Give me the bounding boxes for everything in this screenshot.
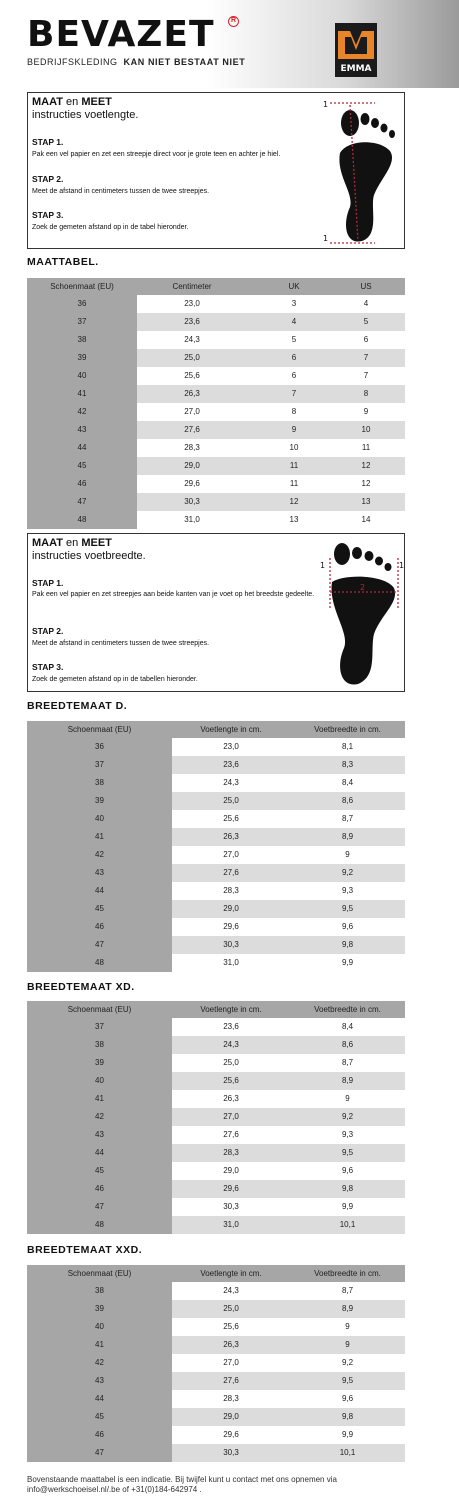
value-cell: 9,6 — [341, 1394, 354, 1403]
table-row — [27, 367, 405, 385]
size-cell: 40 — [95, 1076, 104, 1085]
value-cell: 27,0 — [223, 850, 239, 859]
size-cell: 38 — [95, 1286, 104, 1295]
value-cell: 24,3 — [184, 335, 200, 344]
size-cell: 47 — [95, 1448, 104, 1457]
value-cell: 30,3 — [223, 1202, 239, 1211]
breed-xxd-table — [27, 1265, 405, 1463]
value-cell: 23,0 — [184, 299, 200, 308]
foot-width-icon — [318, 538, 404, 690]
size-cell: 45 — [95, 1166, 104, 1175]
footer-note: Bovenstaande maattabel is een indicatie. Bij twijfel kunt u contact met ons opnemen via info@werkschoeisel.nl/.be of +31(0)184-642974 . — [27, 1475, 337, 1494]
value-cell: 28,3 — [223, 1148, 239, 1157]
value-cell: 9,5 — [341, 904, 354, 913]
length-step2-head: STAP 2. — [32, 174, 64, 184]
size-cell: 38 — [95, 778, 104, 787]
table-row — [27, 295, 405, 313]
value-cell: 11 — [289, 461, 299, 470]
value-cell: 9,9 — [341, 1202, 354, 1211]
header-cell: Schoenmaat (EU) — [67, 725, 132, 734]
table-row — [27, 331, 405, 349]
table-row — [27, 774, 405, 792]
table-row — [27, 1318, 405, 1336]
emma-text: EMMA — [340, 64, 372, 74]
value-cell: 8,7 — [341, 1286, 354, 1295]
table-row — [27, 882, 405, 900]
size-cell: 47 — [77, 497, 87, 506]
table-row — [27, 313, 405, 331]
value-cell: 9,6 — [341, 922, 354, 931]
size-cell: 39 — [95, 796, 104, 805]
value-cell: 9,3 — [341, 886, 354, 895]
maattabel-title: MAATTABEL. — [27, 256, 99, 268]
value-cell: 25,6 — [223, 814, 239, 823]
value-cell: 28,3 — [223, 886, 239, 895]
table-row — [27, 1126, 405, 1144]
width-mark-right: 1 — [399, 561, 404, 570]
table-row — [27, 1282, 405, 1300]
size-cell: 45 — [95, 904, 104, 913]
tagline-part-a: BEDRIJFSKLEDING — [27, 57, 118, 67]
width-subtitle: instructies voetbreedte. — [32, 550, 146, 562]
table-row — [27, 1018, 405, 1036]
value-cell: 23,6 — [223, 760, 239, 769]
table-row — [27, 1162, 405, 1180]
value-cell: 26,3 — [223, 1340, 239, 1349]
header-cell: Voetlengte in cm. — [200, 725, 262, 734]
value-cell: 25,6 — [223, 1322, 239, 1331]
value-cell: 29,6 — [184, 479, 200, 488]
table-row — [27, 493, 405, 511]
value-cell: 27,0 — [223, 1358, 239, 1367]
table-row — [27, 1108, 405, 1126]
size-cell: 37 — [95, 1022, 104, 1031]
value-cell: 26,3 — [223, 1094, 239, 1103]
value-cell: 14 — [361, 515, 371, 524]
value-cell: 27,0 — [184, 407, 200, 416]
value-cell: 9,8 — [341, 1412, 354, 1421]
value-cell: 9,3 — [341, 1130, 354, 1139]
value-cell: 8,6 — [341, 1040, 354, 1049]
table-row — [27, 936, 405, 954]
size-cell: 46 — [77, 479, 87, 488]
length-mark-bottom: 1 — [323, 234, 329, 243]
table-row — [27, 1372, 405, 1390]
size-cell: 44 — [95, 1394, 104, 1403]
maattabel-table — [27, 278, 405, 527]
value-cell: 31,0 — [223, 958, 239, 967]
value-cell: 27,6 — [223, 1376, 239, 1385]
value-cell: 4 — [291, 317, 297, 326]
value-cell: 30,3 — [223, 1448, 239, 1457]
header-cell: Voetlengte in cm. — [200, 1005, 262, 1014]
size-cell: 47 — [95, 1202, 104, 1211]
size-cell: 46 — [95, 1430, 104, 1439]
header-cell: Voetbreedte in cm. — [314, 1269, 381, 1278]
value-cell: 9,2 — [341, 868, 354, 877]
width-step3-head: STAP 3. — [32, 662, 64, 672]
table-row — [27, 1390, 405, 1408]
table-row — [27, 349, 405, 367]
value-cell: 8,3 — [341, 760, 354, 769]
table-row — [27, 900, 405, 918]
value-cell: 30,3 — [223, 940, 239, 949]
table-row — [27, 1300, 405, 1318]
size-cell: 42 — [77, 407, 87, 416]
table-row — [27, 954, 405, 972]
value-cell: 31,0 — [184, 515, 200, 524]
size-cell: 43 — [95, 1376, 104, 1385]
size-cell: 46 — [95, 922, 104, 931]
table-header — [27, 1265, 405, 1282]
table-row — [27, 511, 405, 529]
size-cell: 39 — [95, 1304, 104, 1313]
table-row — [27, 1072, 405, 1090]
size-cell: 47 — [95, 940, 104, 949]
value-cell: 13 — [361, 497, 371, 506]
table-row — [27, 457, 405, 475]
tagline — [27, 57, 245, 67]
size-cell: 39 — [77, 353, 87, 362]
breed-xxd-title: BREEDTEMAAT XXD. — [27, 1244, 143, 1256]
value-cell: 25,6 — [184, 371, 200, 380]
size-cell: 43 — [95, 868, 104, 877]
value-cell: 9,5 — [341, 1148, 354, 1157]
table-row — [27, 1426, 405, 1444]
size-cell: 45 — [95, 1412, 104, 1421]
value-cell: 29,0 — [223, 1166, 239, 1175]
width-mark-mid: 2 — [360, 583, 366, 592]
breed-d-table — [27, 721, 405, 971]
table-row — [27, 475, 405, 493]
value-cell: 6 — [291, 371, 297, 380]
value-cell: 25,0 — [223, 1304, 239, 1313]
value-cell: 9 — [345, 850, 350, 859]
page-header — [0, 0, 459, 88]
value-cell: 8,7 — [341, 1058, 354, 1067]
table-row — [27, 1336, 405, 1354]
table-row — [27, 421, 405, 439]
value-cell: 12 — [361, 479, 371, 488]
value-cell: 29,0 — [184, 461, 200, 470]
value-cell: 9,8 — [341, 940, 354, 949]
value-cell: 10,1 — [339, 1220, 356, 1229]
value-cell: 25,0 — [223, 1058, 239, 1067]
value-cell: 8,1 — [341, 742, 354, 751]
width-instructions — [27, 533, 405, 692]
registered-mark: R — [228, 16, 239, 27]
header-cell: Centimeter — [172, 282, 212, 291]
value-cell: 23,6 — [223, 1022, 239, 1031]
value-cell: 10 — [289, 443, 299, 452]
value-cell: 29,6 — [223, 1430, 239, 1439]
value-cell: 28,3 — [184, 443, 200, 452]
tagline-part-b: KAN NIET BESTAAT NIET — [123, 57, 246, 67]
value-cell: 9 — [345, 1340, 350, 1349]
value-cell: 6 — [291, 353, 297, 362]
emma-logo-icon — [335, 23, 377, 77]
value-cell: 29,6 — [223, 1184, 239, 1193]
size-cell: 44 — [77, 443, 87, 452]
value-cell: 10,1 — [339, 1448, 356, 1457]
breed-xd-title: BREEDTEMAAT XD. — [27, 981, 135, 993]
width-step3-text: Zoek de gemeten afstand op in de tabellen hieronder. — [32, 676, 198, 683]
value-cell: 9,9 — [341, 958, 354, 967]
value-cell: 28,3 — [223, 1394, 239, 1403]
value-cell: 9,8 — [341, 1184, 354, 1193]
value-cell: 9 — [291, 425, 297, 434]
table-row — [27, 1180, 405, 1198]
value-cell: 25,0 — [223, 796, 239, 805]
value-cell: 3 — [291, 299, 297, 308]
length-mark-top: 1 — [323, 100, 329, 109]
size-cell: 43 — [95, 1130, 104, 1139]
length-step1-head: STAP 1. — [32, 137, 64, 147]
value-cell: 6 — [363, 335, 369, 344]
table-row — [27, 918, 405, 936]
length-step2-text: Meet de afstand in centimeters tussen de twee streepjes. — [32, 188, 210, 195]
value-cell: 23,6 — [184, 317, 200, 326]
table-row — [27, 385, 405, 403]
table-row — [27, 756, 405, 774]
size-cell: 41 — [77, 389, 87, 398]
size-cell: 42 — [95, 1112, 104, 1121]
value-cell: 25,6 — [223, 1076, 239, 1085]
value-cell: 9 — [363, 407, 369, 416]
value-cell: 30,3 — [184, 497, 200, 506]
value-cell: 13 — [289, 515, 299, 524]
table-header — [27, 1001, 405, 1018]
size-cell: 37 — [77, 317, 87, 326]
size-cell: 41 — [95, 1094, 104, 1103]
value-cell: 8 — [363, 389, 369, 398]
size-cell: 44 — [95, 1148, 104, 1157]
table-row — [27, 439, 405, 457]
size-cell: 37 — [95, 760, 104, 769]
value-cell: 11 — [289, 479, 299, 488]
size-cell: 42 — [95, 1358, 104, 1367]
size-cell: 40 — [95, 814, 104, 823]
table-row — [27, 1054, 405, 1072]
length-subtitle: instructies voetlengte. — [32, 109, 139, 121]
value-cell: 12 — [289, 497, 299, 506]
table-row — [27, 403, 405, 421]
size-cell: 48 — [77, 515, 87, 524]
value-cell: 8,7 — [341, 814, 354, 823]
value-cell: 24,3 — [223, 778, 239, 787]
value-cell: 8 — [291, 407, 297, 416]
header-cell: Schoenmaat (EU) — [50, 282, 114, 291]
breed-xd-table — [27, 1001, 405, 1235]
value-cell: 9 — [345, 1322, 350, 1331]
size-cell: 44 — [95, 886, 104, 895]
table-row — [27, 810, 405, 828]
value-cell: 8,9 — [341, 832, 354, 841]
value-cell: 5 — [363, 317, 369, 326]
header-cell: Voetbreedte in cm. — [314, 725, 381, 734]
value-cell: 27,6 — [223, 868, 239, 877]
value-cell: 9,2 — [341, 1358, 354, 1367]
brand-logo: BEVAZET — [27, 14, 215, 55]
table-header — [27, 278, 405, 295]
value-cell: 9,2 — [341, 1112, 354, 1121]
table-row — [27, 846, 405, 864]
value-cell: 23,0 — [223, 742, 239, 751]
table-row — [27, 864, 405, 882]
size-cell: 36 — [77, 299, 87, 308]
value-cell: 8,4 — [341, 778, 354, 787]
size-cell: 41 — [95, 1340, 104, 1349]
size-cell: 45 — [77, 461, 87, 470]
value-cell: 8,6 — [341, 796, 354, 805]
value-cell: 24,3 — [223, 1040, 239, 1049]
table-row — [27, 1090, 405, 1108]
value-cell: 29,6 — [223, 922, 239, 931]
width-title: MAAT en MEET — [32, 537, 112, 549]
header-cell: US — [360, 282, 372, 291]
width-step1-text: Pak een vel papier en zet streepjes aan beide kanten van je voet op het breedste gedeelte. — [32, 591, 315, 598]
header-cell: UK — [288, 282, 300, 291]
value-cell: 27,0 — [223, 1112, 239, 1121]
value-cell: 11 — [361, 443, 371, 452]
table-row — [27, 738, 405, 756]
length-step1-text: Pak een vel papier en zet een streepje direct voor je grote teen en achter je hiel. — [32, 151, 281, 158]
value-cell: 24,3 — [223, 1286, 239, 1295]
header-cell: Voetbreedte in cm. — [314, 1005, 381, 1014]
size-cell: 48 — [95, 958, 104, 967]
table-header — [27, 721, 405, 738]
width-step2-text: Meet de afstand in centimeters tussen de twee streepjes. — [32, 640, 210, 647]
header-cell: Schoenmaat (EU) — [67, 1269, 132, 1278]
value-cell: 9,9 — [341, 1430, 354, 1439]
value-cell: 8,9 — [341, 1076, 354, 1085]
size-cell: 40 — [77, 371, 87, 380]
size-cell: 36 — [95, 742, 104, 751]
size-cell: 48 — [95, 1220, 104, 1229]
length-title: MAAT en MEET — [32, 96, 112, 108]
table-row — [27, 1198, 405, 1216]
value-cell: 4 — [363, 299, 369, 308]
value-cell: 8,9 — [341, 1304, 354, 1313]
size-cell: 41 — [95, 832, 104, 841]
value-cell: 9,6 — [341, 1166, 354, 1175]
table-row — [27, 792, 405, 810]
width-step1-head: STAP 1. — [32, 578, 64, 588]
table-row — [27, 1408, 405, 1426]
value-cell: 31,0 — [223, 1220, 239, 1229]
size-cell: 39 — [95, 1058, 104, 1067]
size-cell: 42 — [95, 850, 104, 859]
length-instructions — [27, 92, 405, 249]
foot-length-icon — [320, 95, 402, 247]
value-cell: 12 — [361, 461, 371, 470]
value-cell: 27,6 — [184, 425, 200, 434]
breed-d-title: BREEDTEMAAT D. — [27, 700, 128, 712]
table-row — [27, 1354, 405, 1372]
value-cell: 5 — [291, 335, 297, 344]
table-row — [27, 828, 405, 846]
table-row — [27, 1216, 405, 1234]
value-cell: 7 — [291, 389, 297, 398]
value-cell: 8,4 — [341, 1022, 354, 1031]
length-mark-mid: 2 — [346, 174, 352, 183]
value-cell: 9 — [345, 1094, 350, 1103]
table-row — [27, 1444, 405, 1462]
value-cell: 25,0 — [184, 353, 200, 362]
size-cell: 43 — [77, 425, 87, 434]
table-row — [27, 1036, 405, 1054]
value-cell: 29,0 — [223, 1412, 239, 1421]
value-cell: 7 — [363, 371, 369, 380]
width-step2-head: STAP 2. — [32, 626, 64, 636]
header-cell: Voetlengte in cm. — [200, 1269, 262, 1278]
size-cell: 38 — [77, 335, 87, 344]
value-cell: 9,5 — [341, 1376, 354, 1385]
length-step3-text: Zoek de gemeten afstand op in de tabel hieronder. — [32, 224, 189, 231]
size-cell: 38 — [95, 1040, 104, 1049]
value-cell: 26,3 — [223, 832, 239, 841]
width-mark-left: 1 — [320, 561, 326, 570]
value-cell: 27,6 — [223, 1130, 239, 1139]
value-cell: 10 — [361, 425, 371, 434]
value-cell: 29,0 — [223, 904, 239, 913]
value-cell: 7 — [363, 353, 369, 362]
size-cell: 40 — [95, 1322, 104, 1331]
header-cell: Schoenmaat (EU) — [67, 1005, 132, 1014]
value-cell: 26,3 — [184, 389, 200, 398]
table-row — [27, 1144, 405, 1162]
length-step3-head: STAP 3. — [32, 210, 64, 220]
size-cell: 46 — [95, 1184, 104, 1193]
